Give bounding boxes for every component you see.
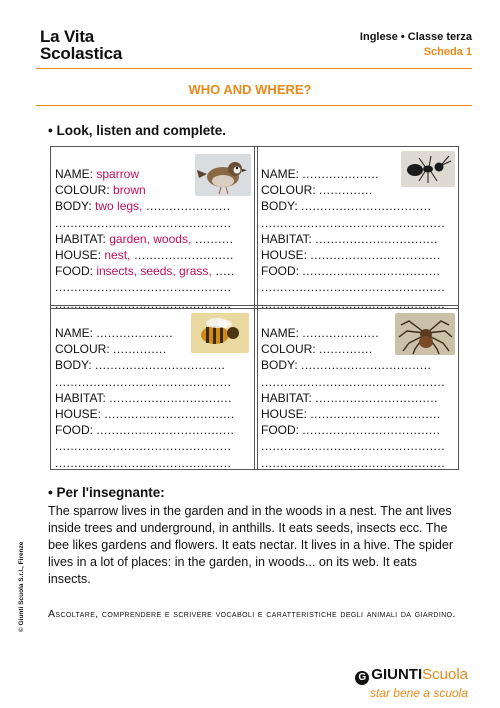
card-line	[55, 263, 251, 279]
line-answer: insects, seeds, grass,	[96, 264, 212, 279]
line-dots: ....................	[302, 167, 380, 181]
line-dots: ..................................	[301, 199, 432, 214]
card-line	[261, 263, 457, 279]
line-dots: ................................................	[261, 439, 446, 454]
line-dots: ....................................	[302, 423, 441, 438]
line-dots: ................................................	[261, 374, 446, 389]
card-line	[261, 422, 457, 438]
teacher-heading: • Per l'insegnante:	[48, 485, 165, 500]
line-dots: ..................................	[95, 358, 226, 373]
brand-name-2: Scuola	[422, 666, 468, 683]
card-line	[55, 215, 251, 231]
card-line	[261, 341, 457, 357]
card-ant	[261, 166, 457, 312]
line-dots: ..................................	[301, 358, 432, 373]
line-dots: .....	[211, 264, 235, 279]
line-dots: ..................................	[310, 406, 441, 421]
card-line	[261, 279, 457, 295]
line-dots: ....................................	[96, 423, 235, 438]
line-dots: ................................	[109, 390, 232, 405]
line-dots: ..............................................	[55, 296, 232, 311]
brand-logo	[355, 666, 468, 700]
line-label: FOOD:	[55, 264, 97, 279]
line-label: NAME:	[55, 326, 97, 340]
line-dots: ................................................	[261, 280, 446, 295]
line-dots: ..............................................	[55, 374, 232, 389]
card-line	[55, 198, 251, 214]
line-dots: ..............	[319, 183, 373, 198]
line-answer: sparrow	[96, 167, 140, 181]
card-line	[261, 374, 457, 390]
line-label: HOUSE:	[55, 406, 105, 421]
card-line	[261, 390, 457, 406]
card-sparrow	[55, 166, 251, 312]
line-dots: ....................	[96, 326, 174, 340]
line-label: BODY:	[55, 199, 96, 214]
logo-line-1: La Vita	[40, 27, 95, 46]
card-line	[55, 279, 251, 295]
line-label: COLOUR:	[261, 342, 320, 357]
line-answer: two legs,	[95, 199, 143, 214]
line-dots: ..........	[191, 231, 234, 246]
logo-line-2: Scolastica	[40, 44, 123, 63]
card-line	[261, 325, 457, 341]
card-line	[55, 182, 251, 198]
line-answer: nest,	[104, 247, 131, 262]
line-dots: ................................................	[261, 296, 446, 311]
line-dots: ................................	[315, 231, 438, 246]
line-label: HABITAT:	[55, 390, 110, 405]
card-line	[261, 438, 457, 454]
learning-objectives: Ascoltare, comprendere e scrivere vocaboli e caratteristiche degli animali da giardino.	[48, 608, 456, 620]
card-line	[55, 247, 251, 263]
line-dots: ..........................	[130, 247, 234, 262]
card-line	[261, 182, 457, 198]
line-label: FOOD:	[261, 264, 303, 279]
card-line	[261, 406, 457, 422]
line-label: HABITAT:	[261, 390, 316, 405]
card-line	[261, 296, 457, 312]
card-bee	[55, 325, 251, 471]
line-label: HABITAT:	[55, 231, 110, 246]
line-label: BODY:	[55, 358, 96, 373]
line-dots: ..............................................	[55, 455, 232, 470]
card-line	[261, 357, 457, 373]
line-label: NAME:	[55, 167, 97, 181]
line-label: NAME:	[261, 167, 303, 181]
card-line	[55, 422, 251, 438]
line-label: BODY:	[261, 358, 302, 373]
line-label: COLOUR:	[55, 342, 114, 357]
line-label: HABITAT:	[261, 231, 316, 246]
line-answer: garden, woods,	[109, 231, 192, 246]
card-line	[55, 357, 251, 373]
line-label: HOUSE:	[55, 247, 105, 262]
header-info	[360, 30, 472, 60]
card-line	[55, 166, 251, 182]
line-label: NAME:	[261, 326, 303, 340]
line-label: FOOD:	[261, 423, 303, 438]
card-line	[261, 455, 457, 471]
card-line	[261, 198, 457, 214]
line-dots: ..................................	[104, 406, 235, 421]
subject-label: Inglese • Classe terza	[359, 31, 472, 43]
card-line	[261, 215, 457, 231]
card-line	[55, 455, 251, 471]
line-dots: ................................................	[261, 215, 446, 230]
line-dots: ................................................	[261, 455, 446, 470]
line-dots: ..............................................	[55, 215, 232, 230]
card-line	[55, 325, 251, 341]
line-dots: ..................................	[310, 247, 441, 262]
sheet-label: Scheda 1	[423, 46, 472, 58]
teacher-text: The sparrow lives in the garden and in the woods in a nest. The ant lives inside trees and underground, in anthills. It eats seeds, insects ecc. The bee likes gardens and flowers. It eats nectar. It lives in a hive. The spider lives in a lot of places: in the garden, in woods... on its web. It eats insects.	[48, 504, 454, 586]
instruction: • Look, listen and complete.	[48, 123, 227, 138]
line-dots: ..............................................	[55, 280, 232, 295]
card-spider	[261, 325, 457, 471]
line-dots: ......................	[142, 199, 231, 214]
header-divider	[36, 68, 472, 69]
title-divider	[36, 105, 472, 106]
publication-logo	[40, 28, 122, 62]
line-label: BODY:	[261, 199, 302, 214]
card-line	[261, 247, 457, 263]
line-dots: ....................	[302, 326, 380, 340]
line-dots: ................................	[315, 390, 438, 405]
card-line	[55, 341, 251, 357]
card-line	[55, 296, 251, 312]
line-dots: ....................................	[302, 264, 441, 279]
card-line	[55, 374, 251, 390]
animal-grid	[50, 146, 459, 470]
brand-slogan: star bene a scuola	[369, 686, 468, 700]
card-line	[261, 231, 457, 247]
line-dots: ..............	[113, 342, 167, 357]
copyright-note: © Giunti Scuola S.r.l., Firenze	[18, 541, 25, 632]
card-line	[55, 231, 251, 247]
page-title: WHO AND WHERE?	[188, 82, 312, 97]
line-label: HOUSE:	[261, 247, 311, 262]
line-label: COLOUR:	[55, 183, 114, 198]
card-line	[55, 438, 251, 454]
line-answer: brown	[113, 183, 146, 198]
line-label: HOUSE:	[261, 406, 311, 421]
line-dots: ..............	[319, 342, 373, 357]
giunti-icon: G	[355, 671, 369, 685]
line-dots: ..............................................	[55, 439, 232, 454]
card-line	[55, 406, 251, 422]
card-line	[261, 166, 457, 182]
brand-name-1: GIUNTI	[371, 666, 423, 683]
card-line	[55, 390, 251, 406]
line-label: FOOD:	[55, 423, 97, 438]
line-label: COLOUR:	[261, 183, 320, 198]
